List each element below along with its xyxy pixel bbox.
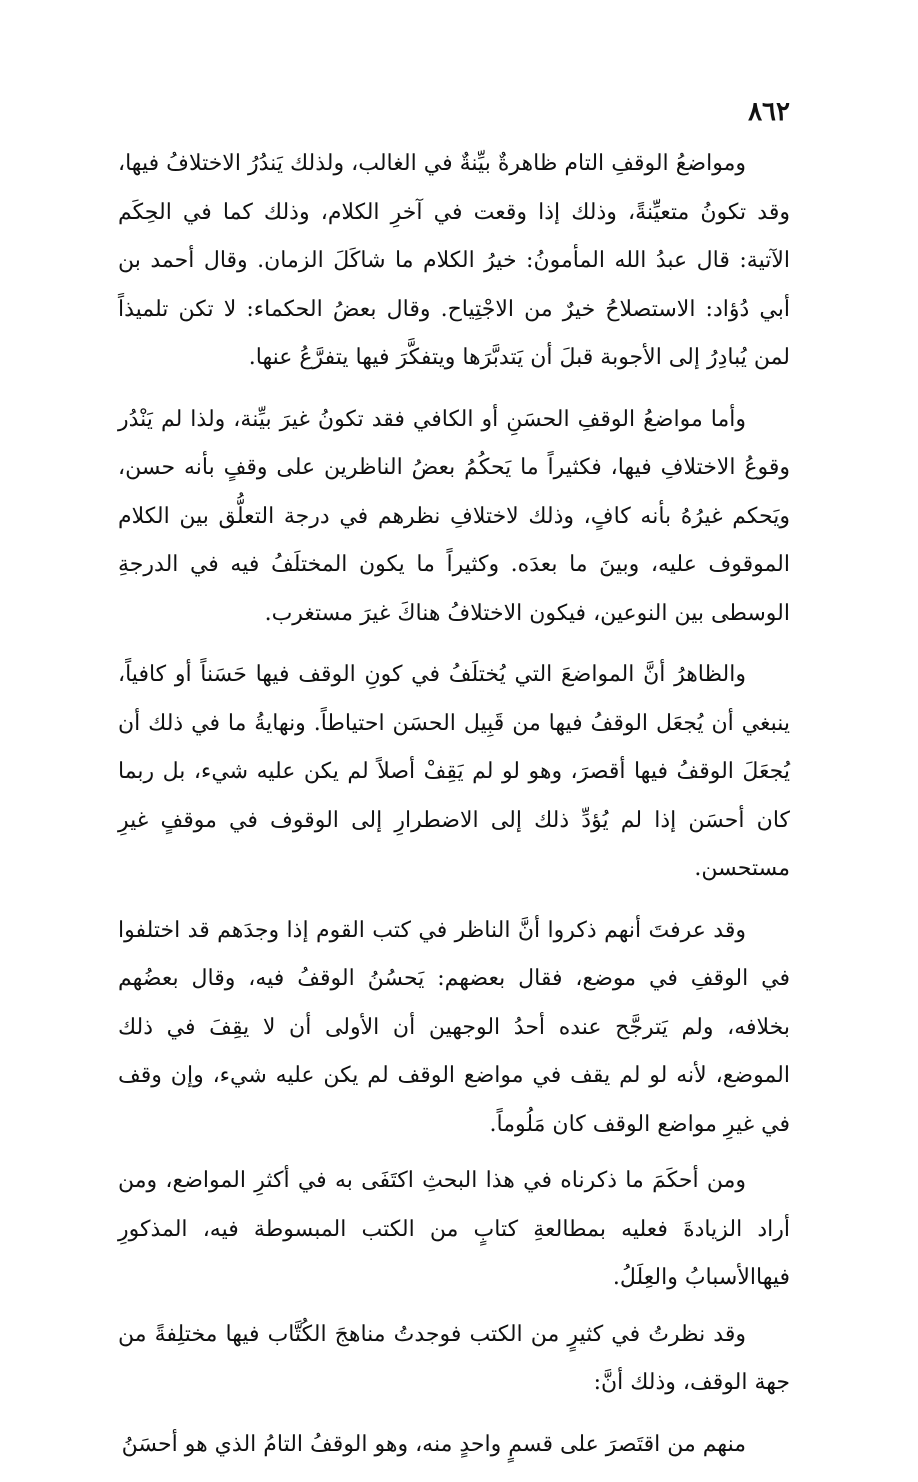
paragraph-2: وأما مواضعُ الوقفِ الحسَنِ أو الكافي فقد تكونُ غيرَ بيِّنة، ولذا لم يَنْدُر وقوعُ الاختلافِ فيها، فكثيراً ما يَحكُمُ بعضُ الناظرين على وقفٍ بأنه حسن، ويَحكم غيرُهُ بأنه كافٍ، وذلك لاختلافِ نظرهم في درجة التعلُّق بين الكلام الموقوف عليه، وبينَ ما بعدَه. وكثيراً ما يكون المختلَفُ فيه في الدرجةِ الوسطى بين النوعين، فيكون الاختلافُ هناكَ غيرَ مستغرب. — [118, 406, 790, 626]
paragraph-7: منهم من اقتَصرَ على قسمٍ واحدٍ منه، وهو الوقفُ التامُ الذي هو أحسَنُ — [121, 1431, 746, 1457]
page-body — [118, 140, 790, 1482]
paragraph-1: ومواضعُ الوقفِ التام ظاهرةٌ بيِّنةٌ في الغالب، ولذلك يَندُرُ الاختلافُ فيها، وقد تكونُ متعيِّنةً، وذلك إذا وقعت في آخرِ الكلام، وذلك كما في الحِكَم الآتية: قال عبدُ الله المأمونُ: خيرُ الكلام ما شاكَلَ الزمان. وقال أحمد بن أبي دُؤاد: الاستصلاحُ خيرٌ من الاجْتِياح. وقال بعضُ الحكماء: لا تكن تلميذاً لمن يُبادِرُ إلى الأجوبة قبلَ أن يَتدبَّرَها ويتفكَّرَ فيها يتفرَّعُ عنها. — [118, 151, 790, 370]
paragraph-6: وقد نظرتُ في كثيرٍ من الكتب فوجدتُ مناهجَ الكُتَّاب فيها مختلِفةً من جهة الوقف، وذلك أنَّ: — [118, 1321, 790, 1395]
page-number: ٨٦٢ — [748, 97, 790, 127]
paragraph-4: وقد عرفتَ أنهم ذكروا أنَّ الناظر في كتب القوم إذا وجدَهم قد اختلفوا في الوقفِ في موضع، فقال بعضهم: يَحسُنُ الوقفُ فيه، وقال بعضُهم بخلافه، ولم يَترجَّح عنده أحدُ الوجهين أن الأولى أن لا يقِفَ في ذلك الموضع، لأنه لو لم يقف في مواضع الوقف لم يكن عليه شيء، وإن وقف في غيرِ مواضع الوقف كان مَلُوماً. — [118, 917, 791, 1137]
paragraph-3: والظاهرُ أنَّ المواضعَ التي يُختلَفُ في كونِ الوقف فيها حَسَناً أو كافياً، ينبغي أن يُجعَل الوقفُ فيها من قَبِيل الحسَن احتياطاً. ونهايةُ ما في ذلك أن يُجعَلَ الوقفُ فيها أقصرَ، وهو لو لم يَقِفْ أصلاً لم يكن عليه شيء، بل ربما كان أحسَن إذا لم يُؤدِّ ذلك إلى الاضطرارِ إلى الوقوف في موقفٍ غيرِ مستحسن. — [118, 662, 790, 881]
paragraph-5: ومن أحكَمَ ما ذكرناه في هذا البحثِ اكتَفَى به في أكثرِ المواضع، ومن أراد الزيادةَ فعليه بمطالعةِ كتابٍ من الكتب المبسوطة فيه، المذكورِ فيهاالأسبابُ والعِلَلُ. — [118, 1168, 790, 1290]
